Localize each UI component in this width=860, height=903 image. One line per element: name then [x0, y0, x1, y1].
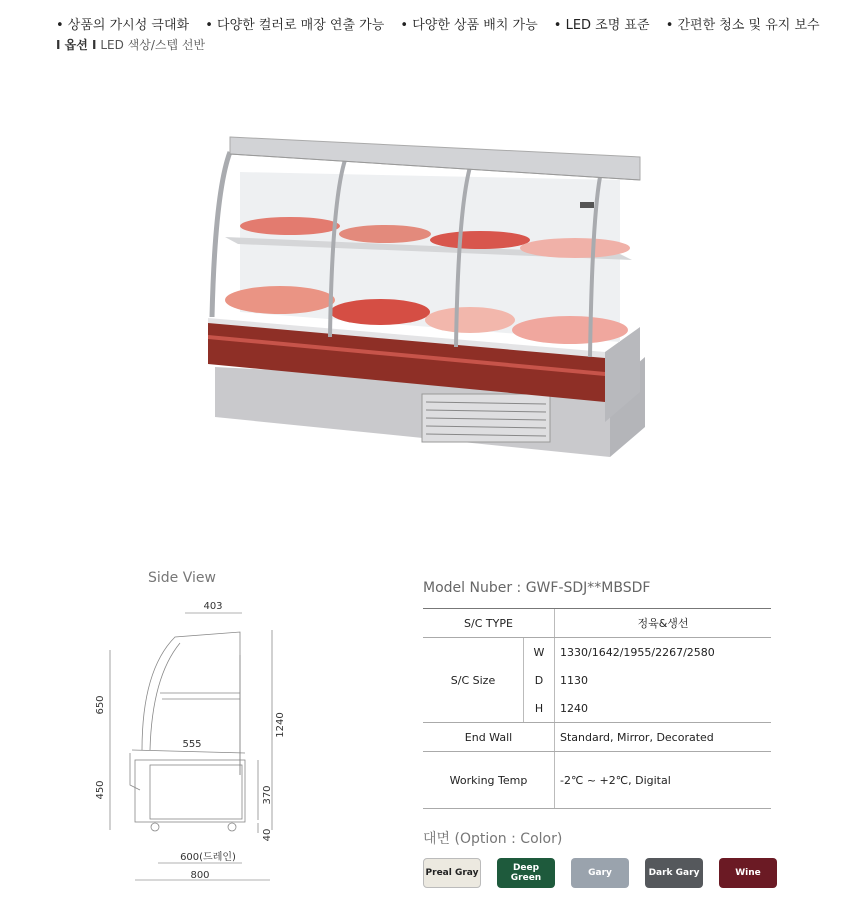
endwall-value: Standard, Mirror, Decorated	[555, 723, 772, 752]
dim-upper-h: 650	[95, 695, 106, 715]
swatch-wine: Wine	[719, 858, 777, 888]
dim-base-h: 370	[262, 785, 273, 805]
temp-value: -2℃ ~ +2℃, Digital	[555, 752, 772, 809]
size-label: S/C Size	[423, 638, 524, 723]
table-row	[423, 723, 771, 752]
side-view-drawing	[90, 595, 310, 885]
color-option-title: 대면 (Option : Color)	[423, 831, 563, 847]
color-swatches	[423, 858, 777, 888]
table-row	[423, 609, 771, 638]
table-row	[423, 638, 771, 667]
temp-label: Working Temp	[423, 752, 555, 809]
feature-list	[56, 14, 832, 33]
swatch-preal-gray: Preal Gray	[423, 858, 481, 888]
endwall-label: End Wall	[423, 723, 555, 752]
options-text: LED 색상/스텝 선반	[100, 38, 206, 52]
feature-item: • 다양한 상품 배치 가능	[400, 18, 538, 33]
d-value: 1130	[560, 673, 588, 687]
h-label: H	[524, 694, 555, 723]
feature-item: • 다양한 컬러로 매장 연출 가능	[205, 18, 385, 33]
dim-inner: 555	[182, 739, 202, 750]
dim-foot: 40	[262, 828, 273, 842]
dim-lower-h: 450	[95, 780, 106, 800]
vent-grille	[422, 394, 550, 442]
swatch-dark-gray: Dark Gary	[645, 858, 703, 888]
options-label: I 옵션 I	[56, 38, 97, 52]
feature-item: • 상품의 가시성 극대화	[56, 18, 190, 33]
dim-top: 403	[203, 601, 223, 612]
side-view-title: Side View	[148, 570, 216, 586]
dim-total-h: 1240	[275, 712, 286, 738]
dim-depth-open: 600(드레인)	[180, 852, 236, 863]
swatch-gray: Gary	[571, 858, 629, 888]
type-label: S/C TYPE	[423, 609, 555, 638]
showcase-product-image	[200, 132, 660, 462]
options-line	[56, 36, 205, 53]
table-row	[423, 752, 771, 809]
d-label: D	[524, 666, 555, 694]
w-label: W	[524, 638, 555, 667]
feature-item: • 간편한 청소 및 유지 보수	[665, 18, 820, 33]
feature-item: • LED 조명 표준	[553, 18, 650, 33]
w-value: 1330/1642/1955/2267/2580	[560, 645, 715, 659]
model-number: Model Nuber : GWF-SDJ**MBSDF	[423, 580, 651, 596]
h-value: 1240	[555, 694, 772, 723]
spec-table	[423, 608, 771, 809]
dim-depth: 800	[190, 870, 210, 881]
swatch-deep-green: Deep Green	[497, 858, 555, 888]
digital-display	[580, 202, 594, 208]
type-value: 정육&생선	[555, 609, 772, 638]
